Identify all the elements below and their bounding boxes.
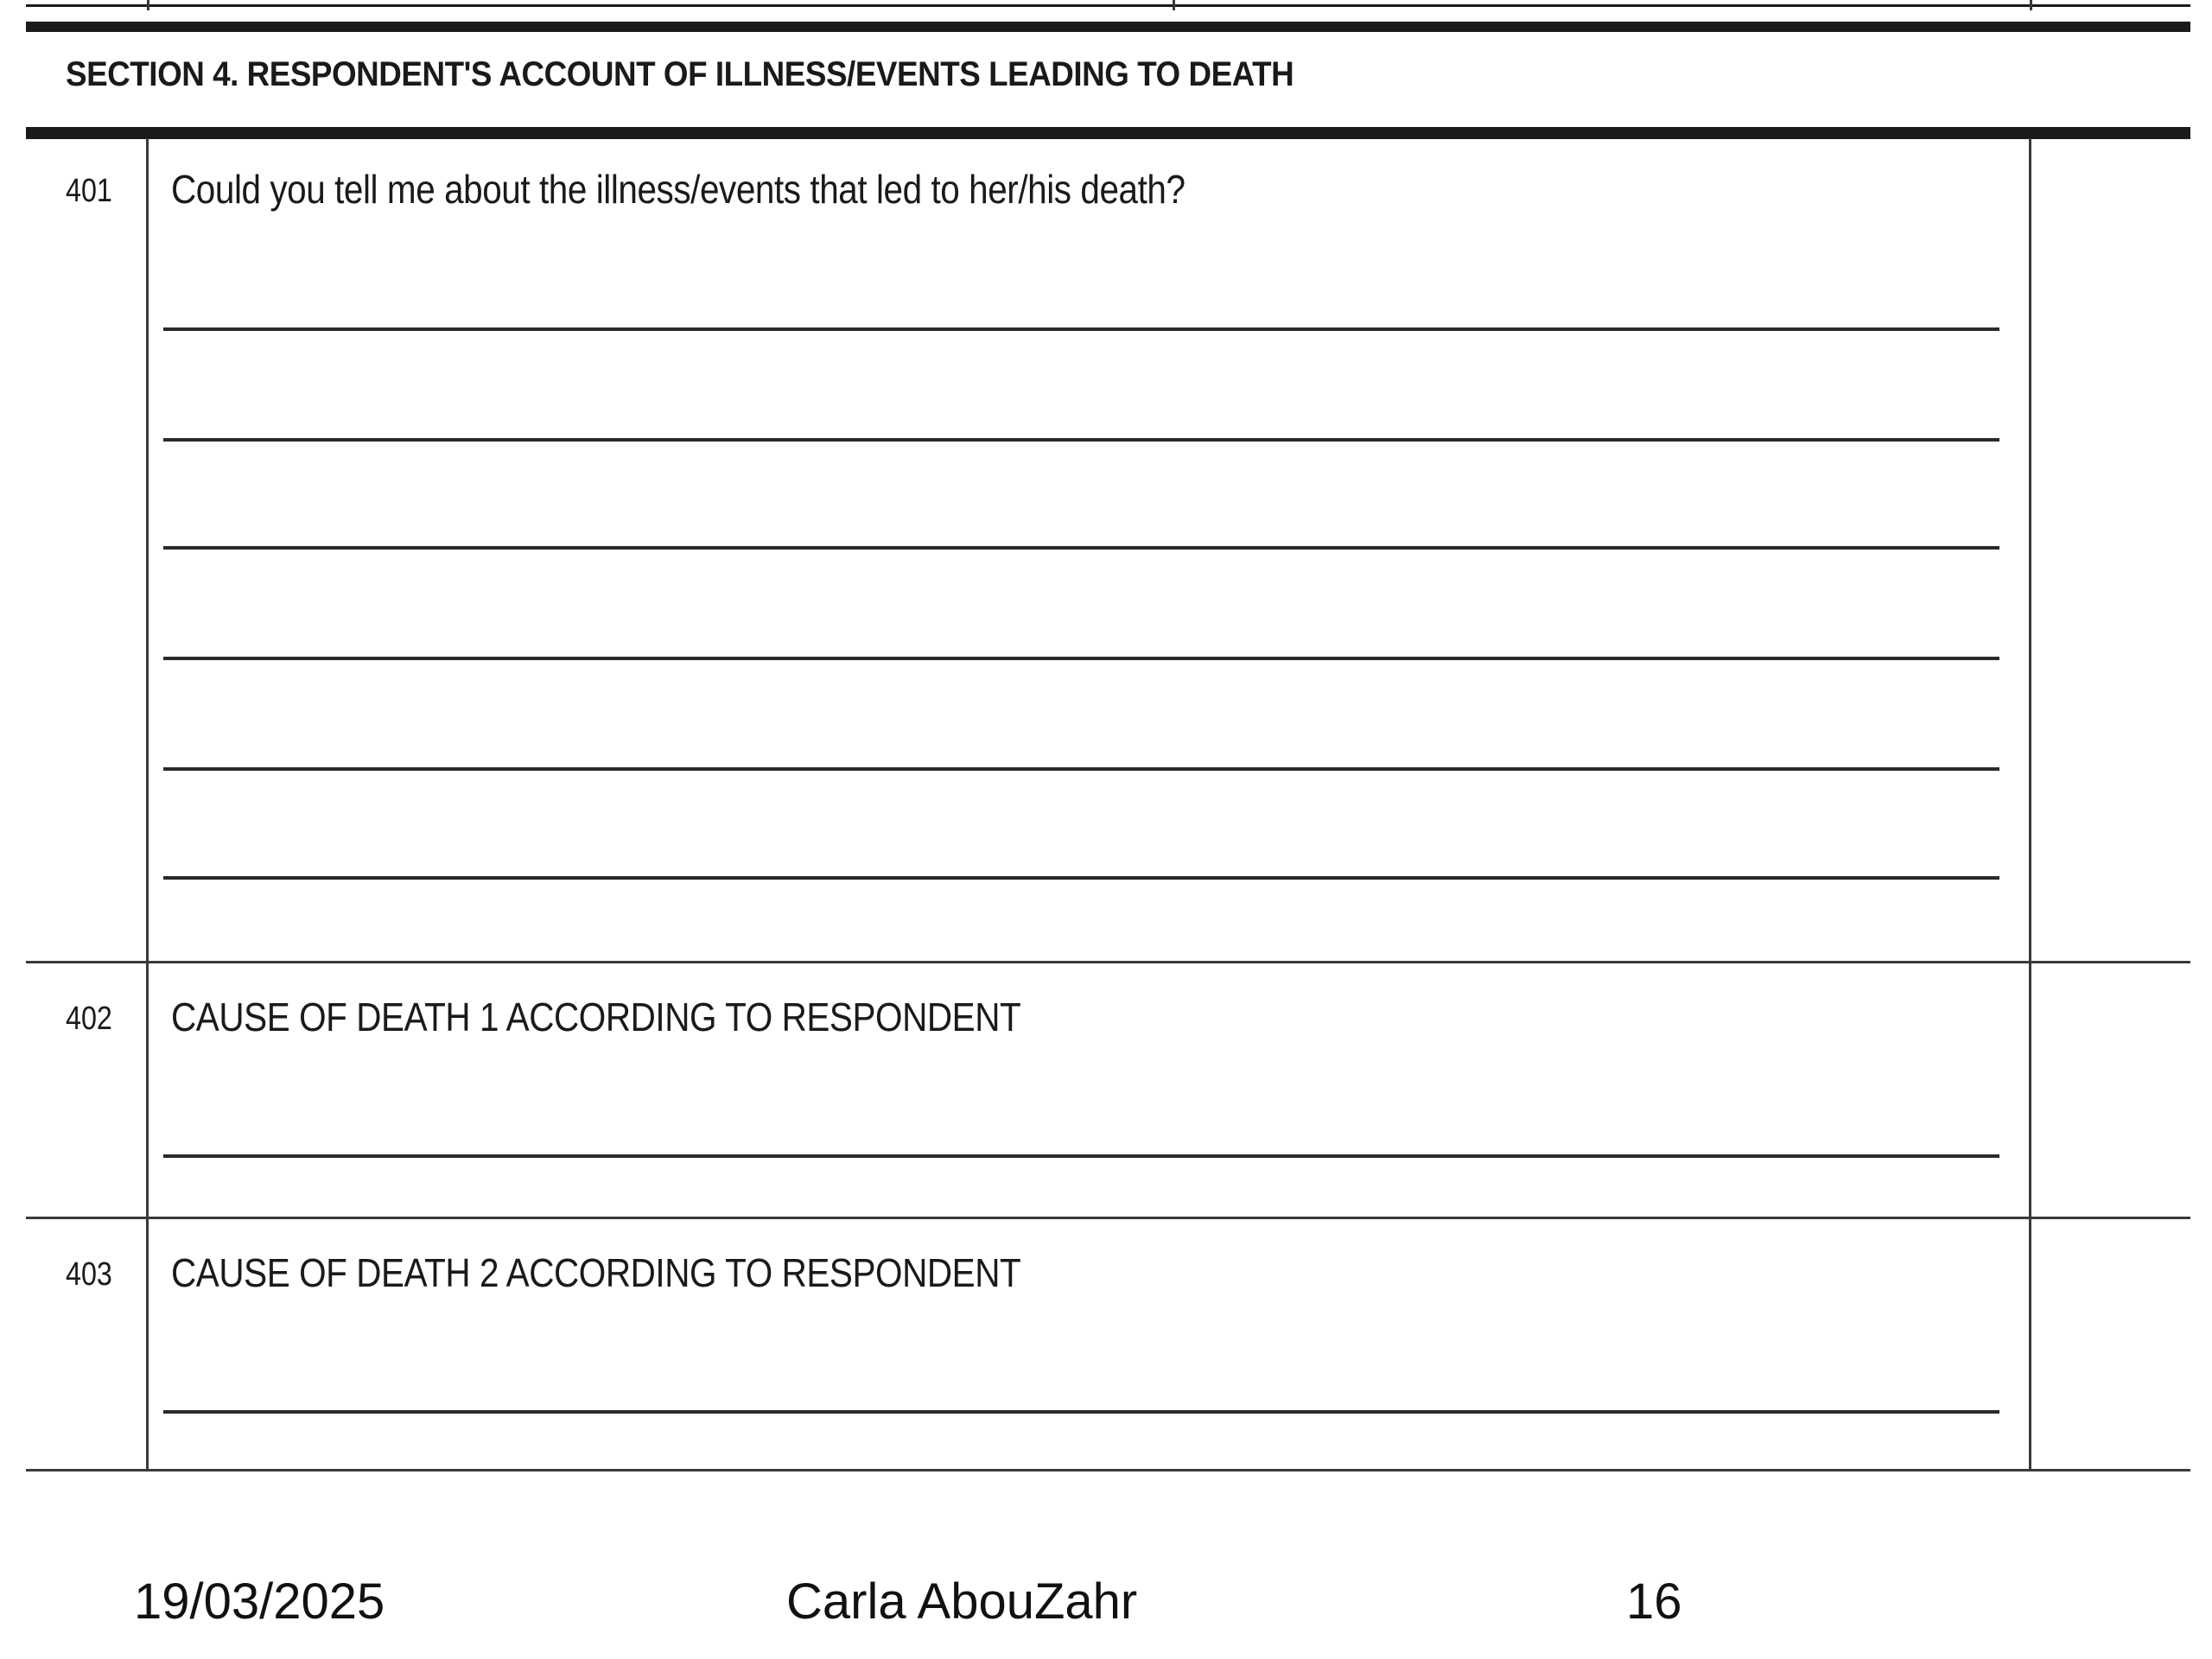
- top-divider-left: [147, 0, 149, 10]
- top-thick-rule: [26, 22, 2190, 32]
- answer-line-401-3[interactable]: [163, 546, 1999, 550]
- question-number-401: 401: [66, 173, 112, 209]
- answer-line-401-1[interactable]: [163, 327, 1999, 331]
- question-number-403: 403: [66, 1256, 112, 1293]
- number-column-divider: [146, 138, 149, 1471]
- row-divider-402-403: [26, 1217, 2190, 1219]
- top-divider-middle: [1173, 0, 1175, 10]
- top-thin-rule: [26, 4, 2190, 7]
- table-bottom-rule: [26, 1469, 2190, 1471]
- answer-line-402[interactable]: [163, 1154, 1999, 1158]
- question-number-402: 402: [66, 1001, 112, 1037]
- footer-page-number: 16: [1626, 1573, 1682, 1630]
- row-divider-401-402: [26, 961, 2190, 963]
- section-header-rule: [26, 127, 2190, 139]
- answer-line-401-6[interactable]: [163, 876, 1999, 880]
- answer-line-401-5[interactable]: [163, 767, 1999, 771]
- answer-line-401-2[interactable]: [163, 438, 1999, 442]
- question-text-402: CAUSE OF DEATH 1 ACCORDING TO RESPONDENT: [171, 995, 1021, 1039]
- answer-line-403[interactable]: [163, 1410, 1999, 1414]
- question-text-403: CAUSE OF DEATH 2 ACCORDING TO RESPONDENT: [171, 1250, 1021, 1295]
- right-column-divider: [2029, 138, 2031, 1471]
- section-title: SECTION 4. RESPONDENT'S ACCOUNT OF ILLNESS/EVENTS LEADING TO DEATH: [66, 55, 1294, 93]
- top-divider-right: [2030, 0, 2032, 10]
- footer-date: 19/03/2025: [134, 1573, 385, 1630]
- question-text-401: Could you tell me about the illness/events that led to her/his death?: [171, 167, 1185, 212]
- answer-line-401-4[interactable]: [163, 657, 1999, 660]
- footer-author: Carla AbouZahr: [786, 1573, 1138, 1630]
